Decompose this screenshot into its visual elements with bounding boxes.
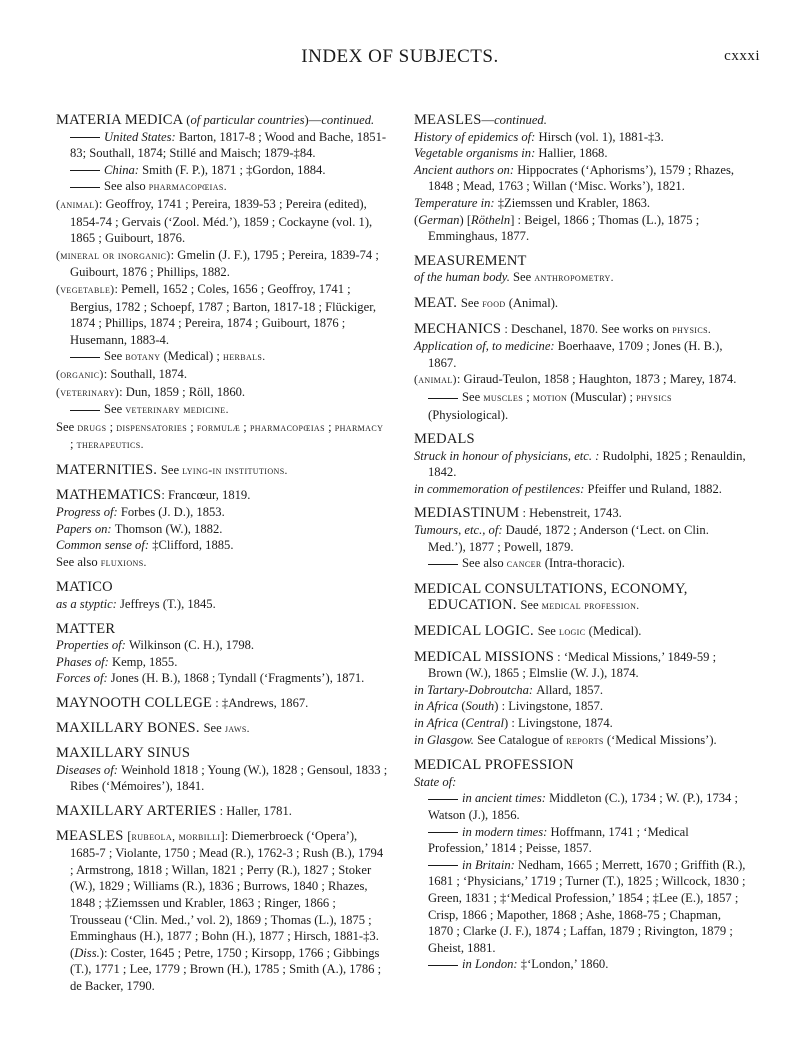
text-run: Hallier, 1868. bbox=[538, 146, 608, 161]
italic-text: in modern times: bbox=[462, 824, 551, 839]
ditto-dash bbox=[428, 398, 458, 399]
text-run: See bbox=[203, 720, 225, 735]
heading-text: MEDIASTINUM bbox=[414, 505, 520, 522]
text-run: See bbox=[460, 295, 483, 310]
text-run: (Physiological). bbox=[428, 407, 509, 422]
page-number: cxxxi bbox=[724, 48, 760, 64]
index-entry bbox=[414, 431, 748, 497]
cross-reference: cancer bbox=[506, 558, 542, 571]
text-run: Hoffmann, 1741 ; ‘Medical Profession,’ 1814 ; Peisse, 1857. bbox=[428, 824, 689, 856]
italic-text: of the human body. bbox=[414, 270, 513, 285]
cross-reference: (mineral or inorganic) bbox=[56, 249, 171, 262]
italic-text: Tumours, etc., of: bbox=[414, 523, 506, 538]
index-entry bbox=[56, 112, 388, 454]
italic-text: History of epidemics of: bbox=[414, 129, 539, 144]
cross-reference: (vegetable) bbox=[56, 283, 115, 296]
entry-heading bbox=[56, 462, 388, 480]
cross-reference: therapeutics. bbox=[76, 439, 144, 452]
entry-line bbox=[56, 762, 388, 795]
heading-text: MEDICAL PROFESSION bbox=[414, 757, 574, 774]
entry-line bbox=[56, 162, 388, 179]
text-run: See also bbox=[462, 556, 507, 571]
text-run: (Animal). bbox=[505, 295, 559, 310]
entry-line bbox=[56, 596, 388, 613]
entry-heading bbox=[414, 757, 748, 774]
text-run: ]: Diemerbroeck (‘Opera’), 1685-7 ; Violante, 1750 ; Mead (R.), 1762-3 ; Rush (B.), 1794 ; Armstrong, 1818 ; Willan, 1821 ; Perry (R.), 1827 ; Stoker (W.), 1829 ; Williams (R.), 1836 ; Burrows, 1840 ; Rhazes, 1848 ; ‡Ziemssen und Krabler, 1863 ; Ringer, 1866 ; Trousseau (‘Clin. Med.,’ vol. 2), 1869 ; Thomas (L.), 1875 ; Emminghaus (H.), 1877 ; Bohn (H.), 1877 ; Hirsch, 1881-‡3. ( bbox=[70, 828, 384, 960]
entry-line bbox=[56, 637, 388, 654]
text-run: : Southall, 1874. bbox=[103, 366, 187, 381]
index-entry bbox=[56, 579, 388, 612]
text-run: (Intra-thoracic). bbox=[541, 556, 625, 571]
text-run: See also bbox=[104, 179, 149, 194]
text-run: )— bbox=[304, 113, 322, 127]
index-entry bbox=[414, 295, 748, 313]
text-run: Hirsch (vol. 1), 1881-‡3. bbox=[538, 129, 664, 144]
text-run: ‡‘London,’ 1860. bbox=[520, 957, 609, 972]
index-entry bbox=[56, 487, 388, 571]
italic-text: Application of, to medicine: bbox=[414, 339, 558, 354]
text-run: ] : Beigel, 1866 ; Thomas (L.), 1875 ; Emminghaus, 1877. bbox=[428, 212, 700, 244]
entry-line bbox=[414, 555, 748, 573]
entry-line bbox=[56, 419, 388, 454]
text-run: Jeffreys (T.), 1845. bbox=[120, 597, 216, 612]
cross-reference: (veterinary) bbox=[56, 386, 120, 399]
text-run: Nedham, 1665 ; Merrett, 1670 ; Griffith (R.), 1681 ; ‘Physicians,’ 1719 ; Turner (T.), 1825 ; Willcock, 1830 ; Green, 1831 ; ‡‘Medical Profession,’ 1854 ; ‡Lee (E.), 1857 ; Crisp, 1866 ; Mapother, 1868 ; Ashe, 1868-75 ; Chapman, 1870 ; Clarke (J. F.), 1874 ; Laffan, 1879 ; Rivington, 1879 ; Gheist, 1881. bbox=[428, 857, 746, 955]
text-run: See bbox=[104, 402, 126, 417]
cross-reference: food bbox=[482, 297, 506, 310]
italic-text: Phases of: bbox=[56, 654, 112, 669]
text-run: ): Coster, 1645 ; Petre, 1750 ; Kirsopp, 1766 ; Gibbings (T.), 1771 ; Lee, 1779 ; Brown (H.), 1785 ; Smith (A.), 1786 ; de Backer, 1790. bbox=[70, 945, 382, 993]
entry-line bbox=[414, 698, 748, 715]
index-entry bbox=[56, 720, 388, 738]
index-entry bbox=[414, 649, 748, 750]
entry-line bbox=[56, 281, 388, 348]
text-run: : Giraud-Teulon, 1858 ; Haughton, 1873 ; Marey, 1874. bbox=[456, 372, 737, 387]
text-run: See bbox=[56, 419, 78, 434]
entry-heading bbox=[414, 321, 748, 339]
text-run: : Hebenstreit, 1743. bbox=[519, 506, 622, 521]
text-run: ( bbox=[461, 716, 466, 730]
entry-heading bbox=[414, 623, 748, 641]
index-entry bbox=[56, 745, 388, 795]
text-run: Weinhold 1818 ; Young (W.), 1828 ; Gensoul, 1833 ; Ribes (‘Mémoires’), 1841. bbox=[70, 762, 388, 794]
cross-reference: motion bbox=[532, 391, 568, 404]
entry-heading bbox=[414, 431, 748, 448]
heading-text: MAYNOOTH COLLEGE bbox=[56, 695, 213, 711]
heading-text: MEDICAL MISSIONS bbox=[414, 648, 555, 665]
text-run: Middleton (C.), 1734 ; W. (P.), 1734 ; Watson (J.), 1856. bbox=[428, 791, 739, 822]
text-run: Pfeiffer und Ruland, 1882. bbox=[587, 481, 722, 496]
text-run: : Geoffroy, 1741 ; Pereira, 1839-53 ; Pereira (edited), 1854-74 ; Gervais (‘Zool. Méd.’), 1859 ; Cockayne (vol. 1), 1865 ; Guibourt, 1876. bbox=[70, 196, 373, 246]
italic-text: South bbox=[465, 699, 495, 714]
cross-reference: logic bbox=[559, 626, 586, 639]
italic-text: Struck in honour of physicians, etc. : bbox=[414, 448, 603, 463]
cross-reference: formulæ bbox=[196, 421, 241, 434]
entry-line bbox=[56, 670, 388, 687]
cross-reference: veterinary medicine. bbox=[125, 404, 229, 417]
text-run: (‘Medical Missions’). bbox=[603, 732, 717, 747]
text-run: : Gmelin (J. F.), 1795 ; Pereira, 1839-74 ; Guibourt, 1876 ; Phillips, 1882. bbox=[70, 247, 379, 280]
text-run: Kemp, 1855. bbox=[111, 654, 178, 669]
italic-text: in Africa bbox=[414, 716, 462, 730]
text-run: See Catalogue of bbox=[477, 732, 567, 747]
index-entry bbox=[414, 757, 748, 973]
text-run: ‡Clifford, 1885. bbox=[152, 538, 234, 553]
cross-reference: physics bbox=[636, 391, 672, 404]
italic-text: in ancient times: bbox=[462, 791, 550, 806]
entry-heading bbox=[414, 505, 748, 522]
italic-text: in Africa bbox=[414, 699, 462, 714]
italic-text: in Glasgow. bbox=[414, 732, 478, 747]
entry-line bbox=[414, 145, 748, 162]
cross-reference: medical profession. bbox=[541, 600, 640, 613]
heading-text: MEASUREMENT bbox=[414, 252, 527, 269]
heading-text: MEASLES bbox=[414, 112, 482, 128]
cross-reference: (animal) bbox=[414, 374, 457, 387]
text-run: Wilkinson (C. H.), 1798. bbox=[129, 638, 255, 653]
text-run: Smith (F. P.), 1871 ; ‡Gordon, 1884. bbox=[142, 162, 326, 177]
entry-heading bbox=[56, 720, 388, 738]
cross-reference: drugs bbox=[77, 421, 107, 434]
entry-line bbox=[414, 195, 748, 212]
text-run: : Dun, 1859 ; Röll, 1860. bbox=[119, 384, 246, 399]
entry-heading bbox=[56, 112, 388, 129]
heading-text: MATTER bbox=[56, 620, 116, 637]
entry-line bbox=[56, 554, 388, 572]
entry-line bbox=[414, 129, 748, 146]
text-run: See bbox=[160, 462, 183, 477]
cross-reference: anthropometry. bbox=[534, 272, 614, 285]
entry-heading bbox=[414, 253, 748, 270]
entry-line bbox=[414, 682, 748, 699]
cross-reference: lying-in institutions. bbox=[182, 464, 288, 477]
italic-text: Common sense of: bbox=[56, 538, 153, 553]
italic-text: Diss. bbox=[74, 945, 100, 960]
entry-line bbox=[414, 448, 748, 481]
text-run: Rudolphi, 1825 ; Renauldin, 1842. bbox=[428, 448, 746, 480]
text-run: ) [ bbox=[459, 212, 472, 227]
entry-line bbox=[414, 371, 748, 389]
italic-text: as a styptic: bbox=[56, 597, 121, 612]
italic-text: continued. bbox=[321, 113, 375, 127]
index-entry bbox=[414, 623, 748, 641]
italic-text: Properties of: bbox=[56, 638, 129, 653]
entry-heading bbox=[56, 487, 388, 504]
heading-text: MEAT. bbox=[414, 294, 461, 311]
cross-reference: jaws. bbox=[224, 722, 250, 735]
left-column bbox=[56, 112, 388, 1003]
heading-text: MAXILLARY SINUS bbox=[56, 745, 191, 762]
text-run: Jones (H. B.), 1868 ; Tyndall (‘Fragments’), 1871. bbox=[110, 671, 365, 686]
heading-text: MECHANICS bbox=[414, 320, 502, 337]
text-run: : ‘Medical Missions,’ 1849-59 ; Brown (W.), 1865 ; Elmslie (W. J.), 1874. bbox=[428, 649, 717, 681]
index-entry bbox=[56, 621, 388, 687]
entry-line bbox=[56, 348, 388, 366]
text-run: : Francœur, 1819. bbox=[161, 488, 251, 503]
text-run: Daudé, 1872 ; Anderson (‘Lect. on Clin. Med.’), 1877 ; Powell, 1879. bbox=[428, 523, 709, 554]
entry-heading bbox=[56, 745, 388, 762]
heading-text: MATERNITIES. bbox=[56, 461, 161, 478]
text-run: See bbox=[537, 624, 560, 639]
text-run: See also bbox=[56, 554, 101, 569]
heading-text: MEDICAL CONSULTATIONS, ECONOMY, EDUCATION. bbox=[414, 580, 688, 614]
italic-text: of particular countries bbox=[190, 113, 305, 127]
italic-text: United States: bbox=[104, 129, 179, 144]
text-run: ; bbox=[70, 437, 77, 452]
right-column bbox=[414, 112, 748, 981]
running-head bbox=[0, 40, 800, 70]
text-run: ; bbox=[187, 419, 197, 434]
cross-reference: muscles bbox=[483, 391, 524, 404]
heading-text: MAXILLARY BONES. bbox=[56, 719, 204, 736]
italic-text: Forces of: bbox=[56, 671, 111, 686]
ditto-dash bbox=[428, 564, 458, 565]
italic-text: Diseases of: bbox=[56, 762, 122, 777]
cross-reference: dispensatories bbox=[116, 421, 188, 434]
text-run: (Medical) ; bbox=[160, 349, 224, 364]
ditto-dash bbox=[70, 170, 100, 171]
italic-text: in Britain: bbox=[462, 857, 518, 872]
heading-text: MATERIA MEDICA bbox=[56, 112, 187, 128]
text-run: See bbox=[513, 270, 535, 285]
text-run: (Muscular) ; bbox=[567, 389, 637, 404]
entry-line bbox=[414, 481, 748, 498]
entry-line bbox=[56, 247, 388, 281]
entry-line bbox=[56, 654, 388, 671]
entry-line bbox=[414, 715, 748, 732]
italic-text: in London: bbox=[462, 957, 521, 972]
index-entry bbox=[414, 321, 748, 424]
text-run: ) : Livingstone, 1857. bbox=[494, 699, 604, 714]
entry-heading bbox=[56, 695, 388, 712]
entry-heading bbox=[414, 649, 748, 682]
italic-text: continued. bbox=[494, 113, 547, 127]
heading-text: MEDICAL LOGIC. bbox=[414, 623, 538, 640]
index-entry bbox=[414, 505, 748, 572]
entry-line bbox=[56, 178, 388, 196]
cross-reference: (animal) bbox=[56, 198, 99, 211]
entry-line bbox=[56, 401, 388, 419]
text-run: : ‡Andrews, 1867. bbox=[212, 696, 309, 710]
text-run: [ bbox=[127, 828, 132, 843]
entry-heading bbox=[56, 803, 388, 820]
text-run: (Medical). bbox=[585, 624, 642, 639]
heading-text: MEDALS bbox=[414, 431, 475, 448]
entry-line bbox=[56, 537, 388, 554]
cross-reference: fluxions. bbox=[100, 556, 147, 569]
text-run: ) : Livingstone, 1874. bbox=[504, 716, 613, 730]
cross-reference: rubeola, morbilli bbox=[131, 830, 221, 843]
italic-text: in Tartary-Dobroutcha: bbox=[414, 682, 537, 697]
entry-heading bbox=[414, 295, 748, 313]
ditto-dash bbox=[70, 187, 100, 188]
text-run: See bbox=[104, 349, 126, 364]
text-run: Forbes (J. D.), 1853. bbox=[120, 505, 225, 520]
cross-reference: pharmacopœias bbox=[249, 421, 325, 434]
text-run: : Haller, 1781. bbox=[216, 803, 292, 818]
ditto-dash bbox=[428, 865, 458, 866]
text-run: Barton, 1817-8 ; Wood and Bache, 1851-83; Southall, 1874; Stillé and Maisch; 1879-‡84. bbox=[70, 129, 387, 161]
cross-reference: botany bbox=[125, 351, 161, 364]
italic-text: Vegetable organisms in: bbox=[414, 146, 539, 161]
italic-text: in commemoration of pestilences: bbox=[414, 481, 588, 496]
text-run: Thomson (W.), 1882. bbox=[114, 521, 223, 536]
ditto-dash bbox=[70, 410, 100, 411]
text-run: ; bbox=[240, 419, 250, 434]
ditto-dash bbox=[428, 965, 458, 966]
index-entry bbox=[414, 253, 748, 287]
ditto-dash bbox=[70, 137, 100, 138]
entry-line bbox=[414, 212, 748, 245]
index-entry bbox=[56, 695, 388, 712]
entry-line bbox=[56, 504, 388, 521]
cross-reference: herbals. bbox=[223, 351, 266, 364]
text-run: Hippocrates (‘Aphorisms’), 1579 ; Rhazes, 1848 ; Mead, 1763 ; Willan (‘Misc. Works’), 1821. bbox=[428, 162, 735, 194]
entry-heading bbox=[56, 579, 388, 596]
ditto-dash bbox=[428, 832, 458, 833]
heading-text: MATICO bbox=[56, 579, 113, 596]
cross-reference: pharmacopœias. bbox=[148, 181, 228, 194]
entry-line bbox=[414, 824, 748, 857]
text-run: Allard, 1857. bbox=[536, 682, 604, 697]
heading-text: MAXILLARY ARTERIES bbox=[56, 802, 217, 819]
italic-text: China: bbox=[104, 162, 143, 177]
cross-reference: pharmacy bbox=[334, 421, 384, 434]
index-entry bbox=[56, 803, 388, 820]
page-title: INDEX OF SUBJECTS. bbox=[301, 46, 499, 67]
italic-text: Progress of: bbox=[56, 505, 121, 520]
italic-text: Temperature in: bbox=[414, 195, 498, 210]
text-run: ( bbox=[414, 212, 419, 227]
entry-line bbox=[56, 521, 388, 538]
italic-text: Papers on: bbox=[56, 521, 115, 536]
entry-heading bbox=[414, 581, 748, 615]
entry-line bbox=[56, 366, 388, 384]
text-run: See bbox=[462, 389, 484, 404]
entry-line bbox=[414, 162, 748, 195]
entry-line bbox=[414, 732, 748, 750]
entry-line bbox=[414, 857, 748, 957]
entry-line bbox=[414, 774, 748, 791]
entry-line bbox=[56, 129, 388, 162]
text-run: ; bbox=[324, 419, 335, 434]
italic-text: Rötheln bbox=[471, 212, 511, 227]
cross-reference: reports bbox=[566, 734, 604, 747]
text-run: : Pemell, 1652 ; Coles, 1656 ; Geoffroy, 1741 ; Bergius, 1782 ; Schoepf, 1787 ; Barton, 1817-18 ; Flückiger, 1874 ; Phillips, 1874 ; Pereira, 1874 ; Guibourt, 1876 ; Husemann, 1883-4. bbox=[70, 281, 377, 347]
text-run: See bbox=[520, 598, 542, 613]
index-entry bbox=[56, 828, 388, 995]
text-run: Boerhaave, 1709 ; Jones (H. B.), 1867. bbox=[428, 339, 723, 370]
text-run: ; bbox=[523, 389, 533, 404]
italic-text: Central bbox=[465, 716, 505, 730]
heading-text: MATHEMATICS bbox=[56, 487, 162, 504]
italic-text: Ancient authors on: bbox=[414, 162, 518, 177]
text-run: ; bbox=[106, 419, 117, 434]
index-entry bbox=[414, 581, 748, 615]
text-run: ( bbox=[461, 699, 466, 714]
entry-line bbox=[414, 956, 748, 973]
ditto-dash bbox=[428, 799, 458, 800]
text-run: — bbox=[481, 113, 495, 127]
italic-text: German bbox=[418, 212, 460, 227]
index-entry bbox=[414, 112, 748, 245]
entry-heading bbox=[414, 112, 748, 129]
ditto-dash bbox=[70, 357, 100, 358]
cross-reference: physics. bbox=[672, 323, 712, 336]
italic-text: State of: bbox=[414, 774, 457, 789]
entry-heading bbox=[56, 828, 388, 995]
text-run: : Deschanel, 1870. See works on bbox=[501, 321, 673, 336]
heading-text: MEASLES bbox=[56, 827, 128, 844]
entry-line bbox=[414, 389, 748, 423]
text-run: ‡Ziemssen und Krabler, 1863. bbox=[497, 195, 651, 210]
entry-line bbox=[414, 338, 748, 371]
entry-line bbox=[414, 522, 748, 555]
entry-heading bbox=[56, 621, 388, 638]
entry-line bbox=[414, 269, 748, 287]
index-entry bbox=[56, 462, 388, 480]
entry-line bbox=[56, 196, 388, 247]
entry-line bbox=[414, 790, 748, 823]
text-run: ( bbox=[186, 113, 191, 127]
cross-reference: (organic) bbox=[56, 368, 104, 381]
entry-line bbox=[56, 384, 388, 402]
